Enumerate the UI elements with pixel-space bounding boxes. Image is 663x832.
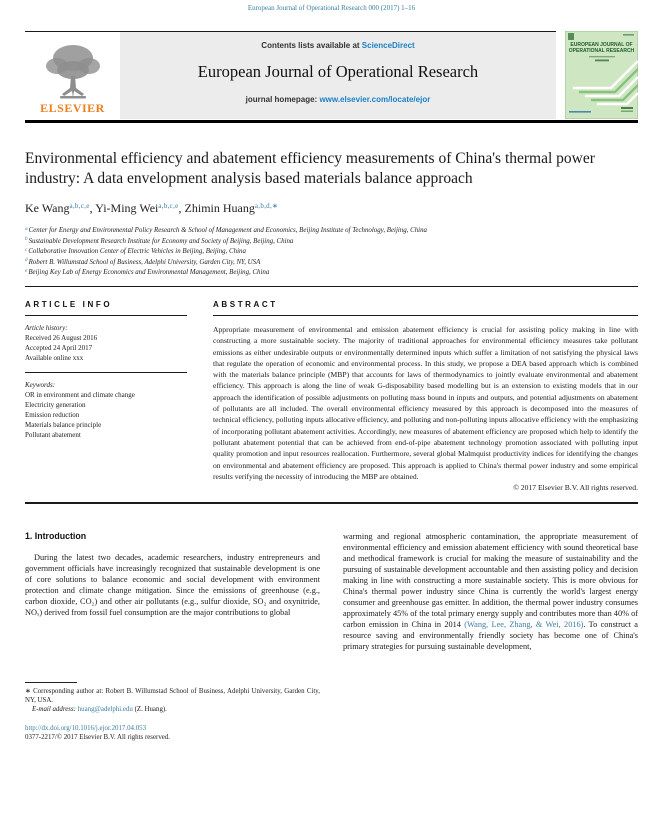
abstract-text: Appropriate measurement of environmental and emission abatement efficiency is crucial for assisting policy making in line with constructing a more sustainable society. The majority of traditional approaches for environmental efficiency measures take pollutant emissions as either undesirable outputs or environmentally determined inputs which suffer a limitation of not satisfying the physical laws that regulate the operation of economic and environmental process. In this study, we propose a DEA based approach which is combined with the materials balance principle (MBP) that accounts for laws of thermodynamics to jointly evaluate environmental and abatement efficiency. This approach is along the line of weak G-disposability based modelling but is an extension to existing models that in our approach the identification of possible adjustments on polluting mass bound in inputs and outputs, and potential adjustments on abatement of pollutants are all included. The overall environmental efficiency measured by this approach is decomposed into the measures of technical efficiency, polluting inputs allocative efficiency, and polluting and non-polluting inputs allocative efficiency with the emphasizing of incorporating pollutant abatement activities. Accordingly, new measures of abatement efficiency are proposed which help to identify the pollutant abatement potential that can be achieved from end-of-pipe abatement technology promotion associated with polluting input quality promotion and input resources reallocation. Furthermore, several global Malmquist productivity indices for identifying the changes on environmental and abatement efficiency are proposed. This approach is applied to China's thermal power industry and some empirical results verifying the necessity of introducing the MBP are obtained. — [213, 325, 638, 481]
email-link[interactable]: huang@adelphi.edu — [77, 706, 133, 714]
article-info-heading: ARTICLE INFO — [25, 300, 113, 309]
journal-cover-thumbnail[interactable] — [565, 31, 638, 119]
homepage-label: journal homepage: — [245, 95, 320, 104]
contents-lists-text: Contents lists available at — [261, 41, 362, 50]
elsevier-wordmark: ELSEVIER — [40, 101, 105, 115]
abstract-column — [213, 287, 638, 492]
keyword-lines — [25, 390, 187, 440]
sciencedirect-link[interactable]: ScienceDirect — [361, 41, 415, 50]
footnote-block — [25, 682, 320, 743]
abstract-divider — [25, 502, 638, 504]
footnote-rule — [25, 682, 77, 683]
cover-title-line2: OPERATIONAL RESEARCH — [568, 48, 635, 54]
journal-title: European Journal of Operational Research — [197, 62, 479, 81]
body-text — [25, 531, 638, 743]
article-title: Environmental efficiency and abatement efficiency measurements of China's thermal power industry: A data envelopment analysis based materials balance approach — [25, 150, 595, 187]
author: Yi-Ming Wei$^{a,b,c,e}$ — [95, 201, 179, 215]
article-history — [25, 316, 187, 372]
affiliation: $^e$Beijing Key Lab of Energy Economics and Environmental Management, Beijing, China — [25, 267, 270, 276]
author: Ke Wang$^{a,b,c,e}$ — [25, 201, 90, 215]
doi-link[interactable]: http://dx.doi.org/10.1016/j.ejor.2017.04.053 — [25, 724, 147, 732]
journal-banner — [120, 32, 556, 119]
intro-paragraph-left: During the latest two decades, academic researchers, industry entrepreneurs and government officials have increasingly recognized that sustainable development is one of core solutions to balance economic and social development with environment protection and climate change mitigation. Since the emissions of greenhouse (e.g., carbon dioxide, CO₂) and other air pollutants (e.g., sulfur dioxide, SO₂ and oxynitride, NOₓ) derived from fossil fuel consumption are the major contributions to global — [25, 552, 320, 617]
history-line: Received 26 August 2016 — [25, 334, 98, 342]
issn-copyright-line: 0377-2217/© 2017 Elsevier B.V. All rights reserved. — [25, 734, 171, 742]
running-head-citation: European Journal of Operational Research 000 (2017) 1–16 — [247, 4, 416, 12]
article-info-column — [25, 287, 187, 492]
keyword-line: Pollutant abatement — [25, 431, 81, 439]
section-heading-introduction: 1. Introduction — [25, 530, 87, 541]
body-right-column — [343, 531, 638, 743]
affiliation: $^b$Sustainable Development Research Institute for Economy and Society of Beijing, Beijing, China — [25, 236, 294, 245]
affiliation-list — [25, 226, 638, 279]
journal-header — [25, 31, 638, 119]
keyword-line: OR in environment and climate change — [25, 391, 135, 399]
abstract-heading: ABSTRACT — [213, 300, 278, 309]
email-label: E-mail address: — [32, 706, 76, 714]
keyword-line: Materials balance principle — [25, 421, 102, 429]
cover-title-line1: EUROPEAN JOURNAL OF — [570, 42, 633, 48]
keyword-line: Electricity generation — [25, 401, 86, 409]
info-abstract-section — [25, 287, 638, 492]
elsevier-logo[interactable] — [25, 32, 120, 119]
affiliation: $^a$Center for Energy and Environmental Policy Research & School of Management and Economics, Beijing Institute of Technology, Beijing, China — [25, 225, 427, 234]
corresponding-author-note: ∗ Corresponding author at: Robert B. Willumstad School of Business, Adelphi University, Garden City, NY, USA. — [25, 687, 320, 705]
history-lines — [25, 333, 187, 363]
citation-wang-2016[interactable]: (Wang, Lee, Zhang, & Wei, 2016) — [464, 619, 584, 629]
keywords-label: Keywords: — [25, 381, 56, 389]
history-label: Article history: — [25, 324, 68, 332]
author-list: Ke Wang$^{a,b,c,e}$, Yi-Ming Wei$^{a,b,c,e}$, Zhimin Huang$^{a,b,d,∗}$ — [25, 201, 279, 215]
affiliation: $^d$Robert B. Willumstad School of Business, Adelphi University, Garden City, NY, USA — [25, 257, 261, 266]
history-line: Accepted 24 April 2017 — [25, 344, 93, 352]
affiliation: $^c$Collaborative Innovation Center of Electric Vehicles in Beijing, Beijing, China — [25, 246, 246, 255]
intro-paragraph-right-1: warming and regional atmospheric contamination, the appropriate measurement of environmental efficiency and emission abatement efficiency with sound theoretical base and methodical framework is crucial for making the measure of sustainability and the pursuing of sustainable development accountable and then assisting policy and decision making in line with constructing a more sustainable society. This is more obvious for China's thermal power industry since China is currently the world's largest energy consumer and greenhouse gas emitter. In addition, the thermal power industry consumes approximately 45% of the total primary energy supply and contributes more than 40% of carbon emission in China in 2014 — [343, 531, 639, 629]
author: Zhimin Huang$^{a,b,d,∗}$ — [184, 201, 279, 215]
keywords-block — [25, 373, 187, 449]
email-suffix: (Z. Huang). — [132, 706, 167, 714]
intro-paragraph-right-2: . To construct a resource saving and environmentally friendly society has become one of China's primary strategies for pursuing sustainable development, — [343, 619, 638, 651]
abstract-copyright: © 2017 Elsevier B.V. All rights reserved. — [513, 483, 638, 493]
keyword-line: Emission reduction — [25, 411, 80, 419]
history-line: Available online xxx — [25, 354, 84, 362]
homepage-link[interactable]: www.elsevier.com/locate/ejor — [319, 95, 431, 104]
elsevier-tree-icon — [42, 42, 104, 100]
body-left-column — [25, 531, 320, 743]
header-divider — [25, 120, 638, 123]
